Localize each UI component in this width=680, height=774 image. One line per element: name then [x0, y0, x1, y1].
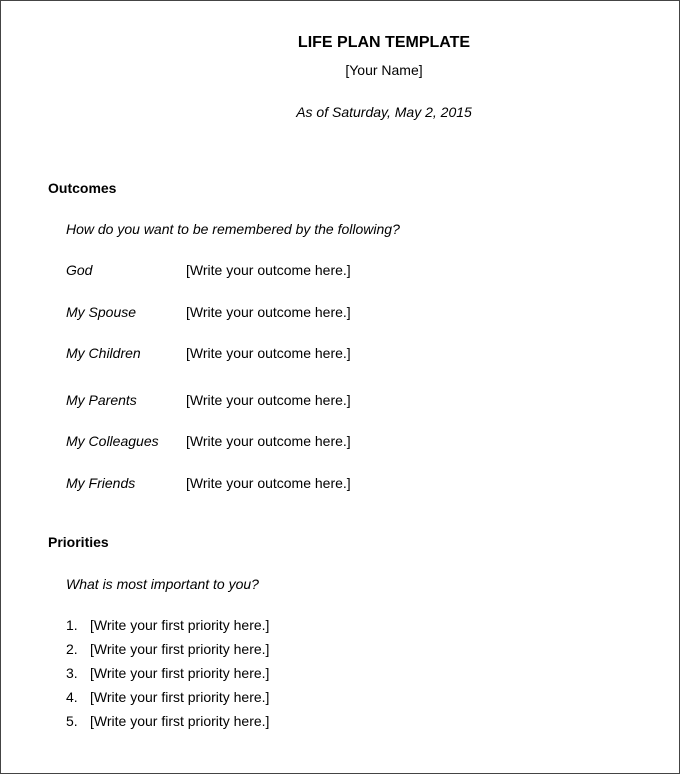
outcome-value: [Write your outcome here.] — [186, 262, 351, 278]
priorities-heading: Priorities — [48, 534, 109, 550]
priority-text: [Write your first priority here.] — [90, 689, 270, 705]
document-title: LIFE PLAN TEMPLATE — [297, 34, 471, 51]
outcome-label: My Colleagues — [66, 433, 159, 449]
priority-number: 4. — [66, 689, 78, 705]
outcome-label: God — [66, 262, 93, 278]
outcome-label: My Spouse — [66, 304, 137, 320]
priority-text: [Write your first priority here.] — [90, 617, 270, 633]
outcome-value: [Write your outcome here.] — [186, 475, 351, 491]
outcome-value: [Write your outcome here.] — [186, 433, 351, 449]
outcome-label: My Children — [66, 345, 141, 361]
priority-number: 3. — [66, 665, 78, 681]
outcome-label: My Parents — [66, 392, 137, 408]
priority-number: 5. — [66, 713, 78, 729]
priority-text: [Write your first priority here.] — [90, 665, 270, 681]
outcomes-heading: Outcomes — [48, 180, 117, 196]
priorities-question: What is most important to you? — [66, 576, 259, 592]
priority-number: 2. — [66, 641, 78, 657]
priority-text: [Write your first priority here.] — [90, 641, 270, 657]
outcome-value: [Write your outcome here.] — [186, 304, 351, 320]
as-of-date: As of Saturday, May 2, 2015 — [296, 104, 472, 120]
outcomes-question: How do you want to be remembered by the following? — [66, 221, 400, 237]
author-name: [Your Name] — [345, 62, 423, 78]
priority-number: 1. — [66, 617, 78, 633]
priority-text: [Write your first priority here.] — [90, 713, 270, 729]
outcome-value: [Write your outcome here.] — [186, 392, 351, 408]
outcome-label: My Friends — [66, 475, 136, 491]
outcome-value: [Write your outcome here.] — [186, 345, 351, 361]
